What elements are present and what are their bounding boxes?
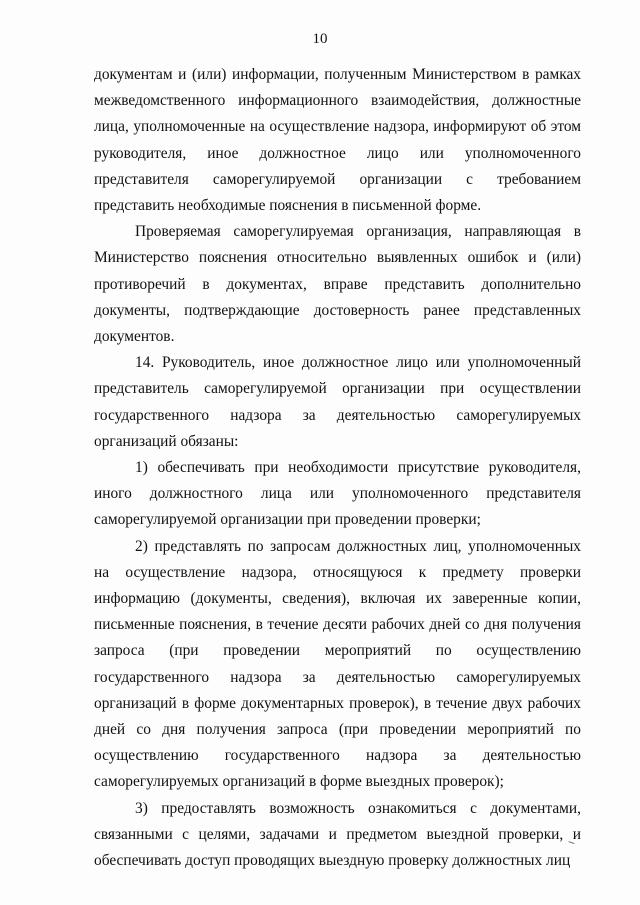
paragraph-continuation: документам и (или) информации, полученным Министерством в рамках межведомственного информационного взаимодействия, должностные лица, уполномоченные на осуществление надзора, информируют об этом руководителя, иное должностное лицо или уполномоченного представителя саморегулируемой организации с требованием представить необходимые пояснения в письменной форме. <box>94 66 581 215</box>
page-number: 10 <box>312 31 328 47</box>
paragraph-subitem-1: 1) обеспечивать при необходимости присутствие руководителя, иного должностного лица или уполномоченного представителя саморегулируемой организации при проведении проверки; <box>94 459 581 529</box>
paragraph-subitem-2: 2) представлять по запросам должностных лиц, уполномоченных на осуществление надзора, относящуюся к предмету проверки информацию (документы, сведения), включая их заверенные копии, письменные пояснения, в течение десяти рабочих дней со дня получения запроса (при проведении мероприятий по осуществлению государственного надзора за деятельностью саморегулируемых организаций в форме документарных проверок), в течение двух рабочих дней со дня получения запроса (при проведении мероприятий по осуществлению государственного надзора за деятельностью саморегулируемых организаций в форме выездных проверок); <box>94 537 581 791</box>
paragraph-explanations: Проверяемая саморегулируемая организация, направляющая в Министерство пояснения относительно выявленных ошибок и (или) противоречий в документах, вправе представить дополнительно документы, подтверждающие достоверность ранее представленных документов. <box>94 223 581 346</box>
document-body <box>94 62 581 874</box>
paragraph-subitem-3: 3) предоставлять возможность ознакомиться с документами, связанными с целями, задачами и предметом выездной проверки, и обеспечивать доступ проводящих выездную проверку должностных лиц <box>94 799 581 870</box>
paragraph-item-14: 14. Руководитель, иное должностное лицо или уполномоченный представитель саморегулируемой организации при осуществлении государственного надзора за деятельностью саморегулируемых организаций обязаны: <box>94 354 581 450</box>
